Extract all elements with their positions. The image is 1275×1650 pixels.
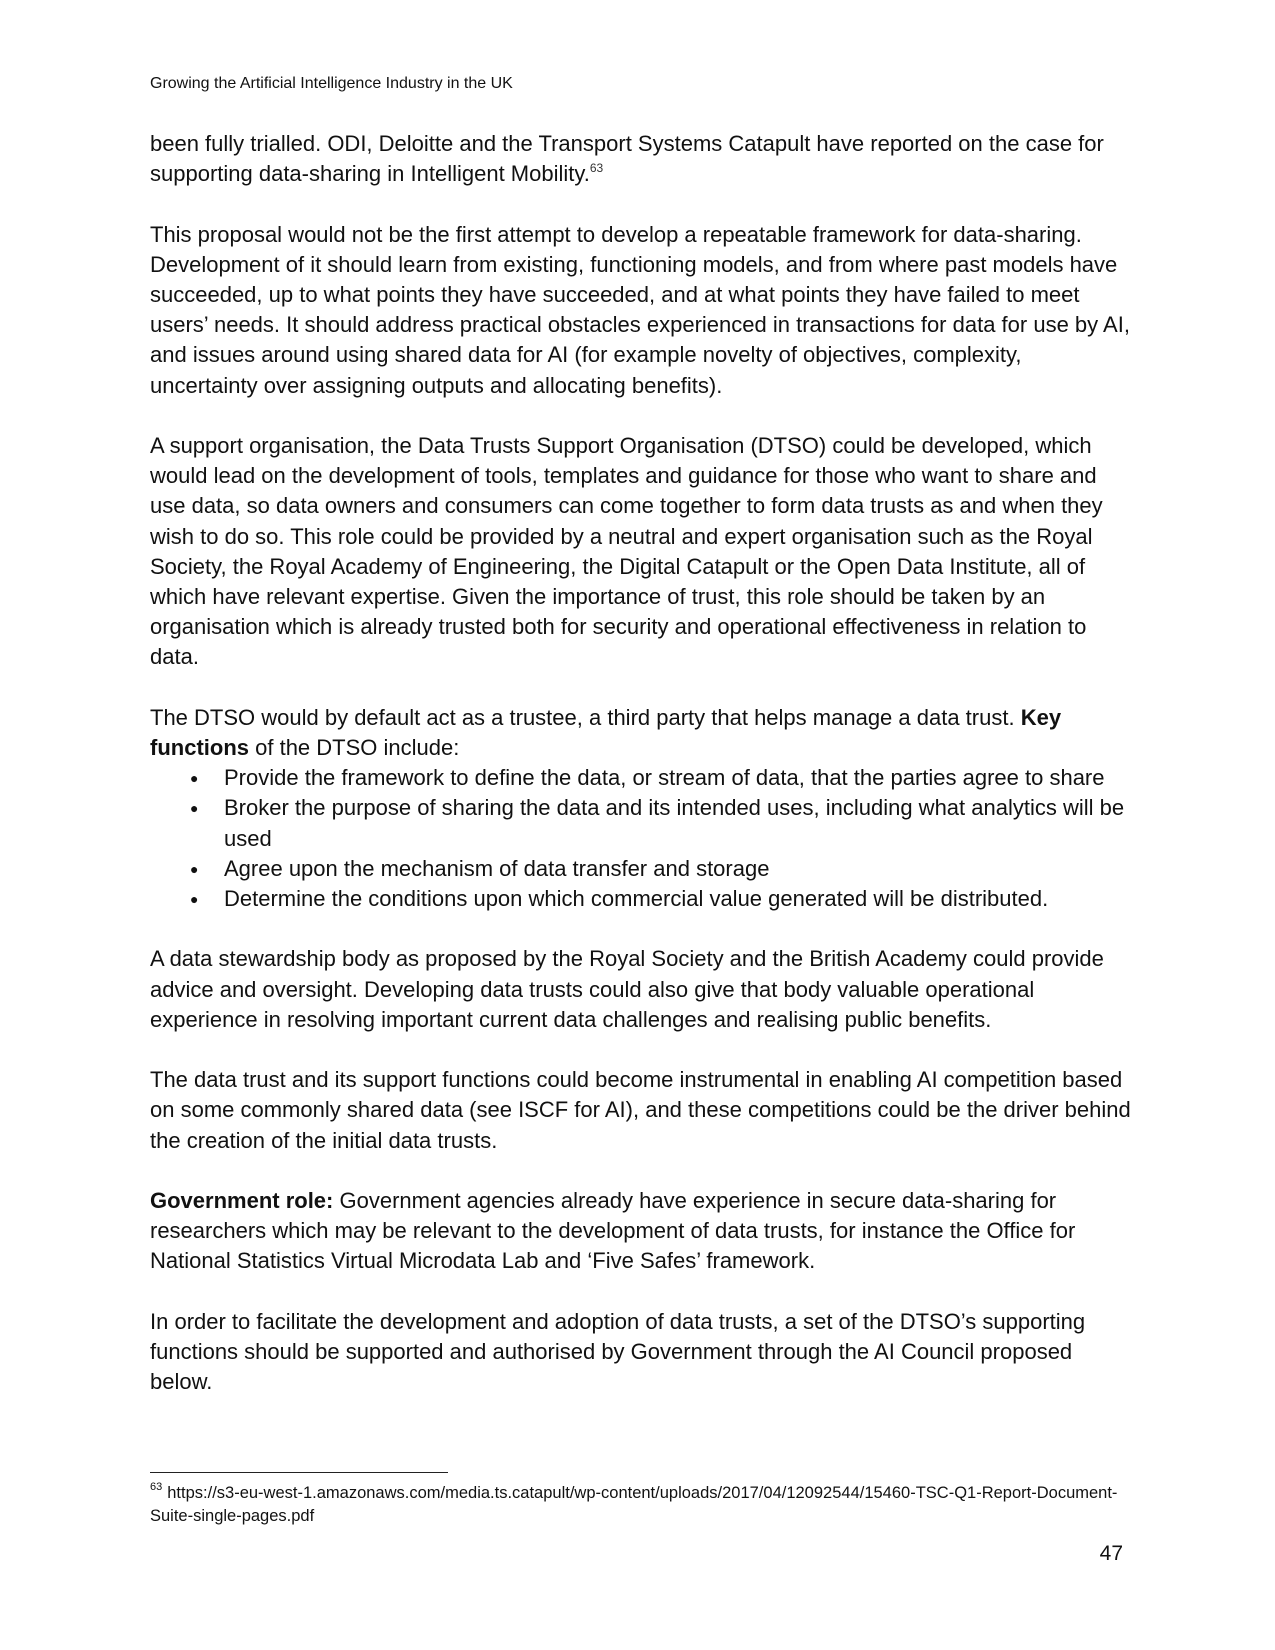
- paragraph-5: A data stewardship body as proposed by the Royal Society and the British Academy could provide advice and oversight. Developing data trusts could also give that body valuable operational experience in resolving important current data challenges and realising public benefits.: [150, 946, 1104, 1032]
- paragraph-3: A support organisation, the Data Trusts Support Organisation (DTSO) could be developed, which would lead on the development of tools, templates and guidance for those who want to share and use data, so data owners and consumers can come together to form data trusts as and when they wish to do so. This role could be provided by a neutral and expert organisation such as the Royal Society, the Royal Academy of Engineering, the Digital Catapult or the Open Data Institute, all of which have relevant expertise. Given the importance of trust, this role should be taken by an organisation which is already trusted both for security and operational effectiveness in relation to data.: [150, 433, 1103, 670]
- paragraph-4: [150, 703, 1135, 763]
- paragraph-1: [150, 129, 1135, 189]
- list-item-text: Broker the purpose of sharing the data and its intended uses, including what analytics will be used: [224, 795, 1125, 851]
- paragraph-4-lead: The DTSO would by default act as a trustee, a third party that helps manage a data trust.: [150, 704, 1015, 730]
- paragraph-8: In order to facilitate the development and adoption of data trusts, a set of the DTSO’s supporting functions should be supported and authorised by Government through the AI Council proposed below.: [150, 1308, 1086, 1395]
- paragraph-2: This proposal would not be the first attempt to develop a repeatable framework for data-sharing. Development of it should learn from existing, functioning models, and from where past models have succeeded, up to what points they have succeeded, and at what points they have failed to meet users’ needs. It should address practical obstacles experienced in transactions for data for use by AI, and issues around using shared data for AI (for example novelty of objectives, complexity, uncertainty over assigning outputs and allocating benefits).: [150, 221, 1130, 398]
- running-header: Growing the Artificial Intelligence Industry in the UK: [150, 75, 513, 92]
- page-number: 47: [1099, 1542, 1123, 1565]
- list-item-text: Provide the framework to define the data, or stream of data, that the parties agree to share: [224, 765, 1105, 791]
- list-item: [150, 763, 1135, 793]
- footnote-url[interactable]: https://s3-eu-west-1.amazonaws.com/media.ts.catapult/wp-content/uploads/2017/04/12092544/15460-TSC-Q1-Report-Document-Suite-single-pages.pdf: [150, 1484, 1118, 1525]
- bullet-icon: ●: [190, 770, 199, 787]
- paragraph-7: [150, 1186, 1135, 1277]
- footnote-divider: [150, 1472, 448, 1473]
- footnote: [150, 1482, 1135, 1528]
- list-item-text: Agree upon the mechanism of data transfer and storage: [224, 855, 770, 881]
- bullet-icon: ●: [190, 860, 199, 877]
- paragraph-6: The data trust and its support functions could become instrumental in enabling AI competition based on some commonly shared data (see ISCF for AI), and these competitions could be the driver behind the creation of the initial data trusts.: [150, 1067, 1131, 1153]
- key-functions-list: [150, 763, 1135, 914]
- footnote-number: 63: [150, 1481, 163, 1493]
- bullet-icon: ●: [190, 800, 199, 817]
- list-item: [150, 854, 1135, 884]
- paragraph-7-text: Government agencies already have experience in secure data-sharing for researchers which may be relevant to the development of data trusts, for instance the Office for National Statistics Virtual Microdata Lab and ‘Five Safes’ framework.: [150, 1188, 1076, 1274]
- paragraph-1-text: been fully trialled. ODI, Deloitte and the Transport Systems Catapult have reported on the case for supporting data-sharing in Intelligent Mobility.: [150, 131, 1104, 187]
- key-functions-bold: Key functions: [150, 704, 1062, 761]
- list-item: [150, 793, 1135, 853]
- bullet-icon: ●: [190, 891, 199, 908]
- paragraph-4-tail: of the DTSO include:: [255, 735, 460, 761]
- government-role-bold: Government role:: [150, 1188, 334, 1214]
- body-text: [150, 129, 1135, 1397]
- footnote-reference[interactable]: 63: [589, 161, 604, 176]
- list-item-text: Determine the conditions upon which commercial value generated will be distributed.: [224, 886, 1049, 912]
- list-item: [150, 884, 1135, 914]
